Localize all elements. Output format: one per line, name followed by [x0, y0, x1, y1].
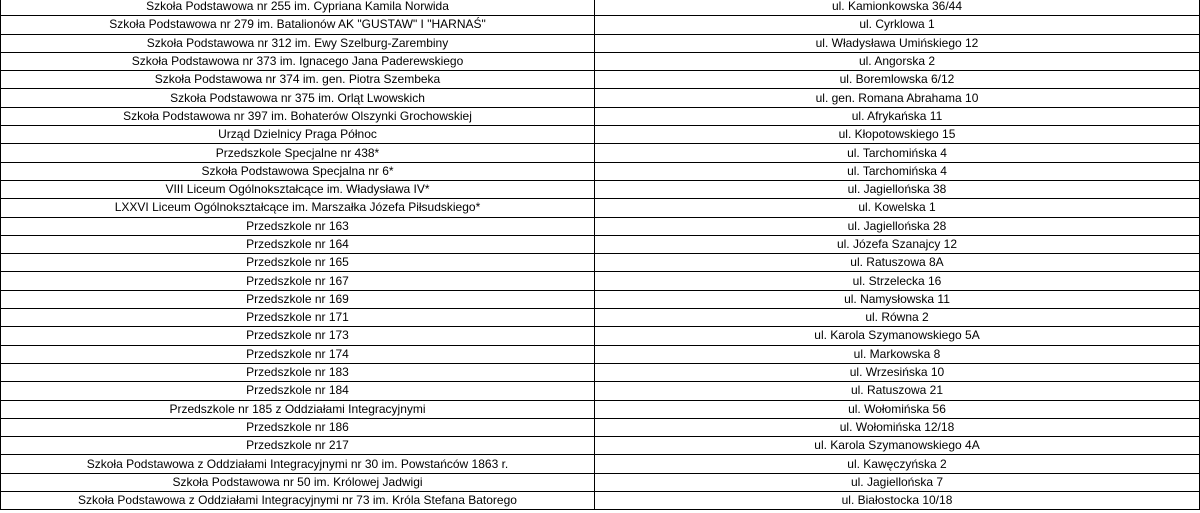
institution-name-cell: Przedszkole Specjalne nr 438*	[1, 144, 595, 162]
address-cell: ul. Wrzesińska 10	[595, 363, 1200, 381]
address-cell: ul. Boremlowska 6/12	[595, 71, 1200, 89]
institution-name-cell: Przedszkole nr 174	[1, 345, 595, 363]
institution-name-cell: Przedszkole nr 185 z Oddziałami Integracyjnymi	[1, 400, 595, 418]
table-row	[1, 492, 1200, 510]
address-cell: ul. Władysława Umińskiego 12	[595, 34, 1200, 52]
table-row	[1, 107, 1200, 125]
table-row	[1, 162, 1200, 180]
institution-name-cell: Przedszkole nr 164	[1, 235, 595, 253]
institution-name-cell: Szkoła Podstawowa nr 397 im. Bohaterów Olszynki Grochowskiej	[1, 107, 595, 125]
table-row	[1, 89, 1200, 107]
address-cell: ul. Kamionkowska 36/44	[595, 0, 1200, 16]
table-row	[1, 0, 1200, 16]
address-cell: ul. Jagiellońska 38	[595, 180, 1200, 198]
address-cell: ul. Wołomińska 56	[595, 400, 1200, 418]
address-cell: ul. Jagiellońska 7	[595, 473, 1200, 491]
address-cell: ul. Równa 2	[595, 309, 1200, 327]
address-cell: ul. Angorska 2	[595, 52, 1200, 70]
address-cell: ul. Wołomińska 12/18	[595, 418, 1200, 436]
table-row	[1, 217, 1200, 235]
address-cell: ul. Karola Szymanowskiego 4A	[595, 437, 1200, 455]
table-row	[1, 71, 1200, 89]
address-cell: ul. Kłopotowskiego 15	[595, 126, 1200, 144]
table-row	[1, 455, 1200, 473]
table-row	[1, 437, 1200, 455]
table-row	[1, 363, 1200, 381]
table-row	[1, 272, 1200, 290]
table-row	[1, 34, 1200, 52]
institution-name-cell: Szkoła Podstawowa nr 374 im. gen. Piotra Szembeka	[1, 71, 595, 89]
table-row	[1, 400, 1200, 418]
table-row	[1, 144, 1200, 162]
institution-name-cell: Szkoła Podstawowa z Oddziałami Integracyjnymi nr 73 im. Króla Stefana Batorego	[1, 492, 595, 510]
table-body	[1, 0, 1200, 510]
institution-name-cell: Szkoła Podstawowa nr 50 im. Królowej Jadwigi	[1, 473, 595, 491]
address-cell: ul. Strzelecka 16	[595, 272, 1200, 290]
address-cell: ul. Cyrklowa 1	[595, 16, 1200, 34]
institution-name-cell: Przedszkole nr 163	[1, 217, 595, 235]
institution-name-cell: Szkoła Podstawowa z Oddziałami Integracyjnymi nr 30 im. Powstańców 1863 r.	[1, 455, 595, 473]
institution-name-cell: Przedszkole nr 169	[1, 290, 595, 308]
institution-name-cell: VIII Liceum Ogólnokształcące im. Władysława IV*	[1, 180, 595, 198]
table-row	[1, 126, 1200, 144]
table-row	[1, 327, 1200, 345]
table-row	[1, 382, 1200, 400]
table-row	[1, 473, 1200, 491]
institution-name-cell: LXXVI Liceum Ogólnokształcące im. Marszałka Józefa Piłsudskiego*	[1, 199, 595, 217]
address-cell: ul. Jagiellońska 28	[595, 217, 1200, 235]
table-row	[1, 290, 1200, 308]
institution-name-cell: Przedszkole nr 217	[1, 437, 595, 455]
address-cell: ul. Józefa Szanajcy 12	[595, 235, 1200, 253]
institution-name-cell: Szkoła Podstawowa nr 279 im. Batalionów AK "GUSTAW" I "HARNAŚ"	[1, 16, 595, 34]
institution-name-cell: Szkoła Podstawowa nr 312 im. Ewy Szelburg-Zarembiny	[1, 34, 595, 52]
address-cell: ul. Białostocka 10/18	[595, 492, 1200, 510]
institution-name-cell: Przedszkole nr 167	[1, 272, 595, 290]
institution-name-cell: Szkoła Podstawowa nr 375 im. Orląt Lwowskich	[1, 89, 595, 107]
table-row	[1, 16, 1200, 34]
table-row	[1, 199, 1200, 217]
institution-name-cell: Przedszkole nr 186	[1, 418, 595, 436]
address-cell: ul. Tarchomińska 4	[595, 144, 1200, 162]
address-cell: ul. Namysłowska 11	[595, 290, 1200, 308]
address-cell: ul. Ratuszowa 8A	[595, 254, 1200, 272]
address-cell: ul. Kawęczyńska 2	[595, 455, 1200, 473]
address-cell: ul. Kowelska 1	[595, 199, 1200, 217]
institution-name-cell: Przedszkole nr 183	[1, 363, 595, 381]
institution-name-cell: Urząd Dzielnicy Praga Północ	[1, 126, 595, 144]
institution-name-cell: Przedszkole nr 173	[1, 327, 595, 345]
address-cell: ul. Markowska 8	[595, 345, 1200, 363]
institution-name-cell: Szkoła Podstawowa Specjalna nr 6*	[1, 162, 595, 180]
institution-name-cell: Przedszkole nr 184	[1, 382, 595, 400]
institution-name-cell: Szkoła Podstawowa nr 373 im. Ignacego Jana Paderewskiego	[1, 52, 595, 70]
address-cell: ul. Karola Szymanowskiego 5A	[595, 327, 1200, 345]
address-cell: ul. gen. Romana Abrahama 10	[595, 89, 1200, 107]
institution-name-cell: Przedszkole nr 171	[1, 309, 595, 327]
table-row	[1, 180, 1200, 198]
table-row	[1, 345, 1200, 363]
address-cell: ul. Afrykańska 11	[595, 107, 1200, 125]
table-row	[1, 418, 1200, 436]
institution-name-cell: Szkoła Podstawowa nr 255 im. Cypriana Kamila Norwida	[1, 0, 595, 16]
table-row	[1, 254, 1200, 272]
table-row	[1, 309, 1200, 327]
address-cell: ul. Tarchomińska 4	[595, 162, 1200, 180]
table-row	[1, 52, 1200, 70]
address-cell: ul. Ratuszowa 21	[595, 382, 1200, 400]
institution-name-cell: Przedszkole nr 165	[1, 254, 595, 272]
table-row	[1, 235, 1200, 253]
